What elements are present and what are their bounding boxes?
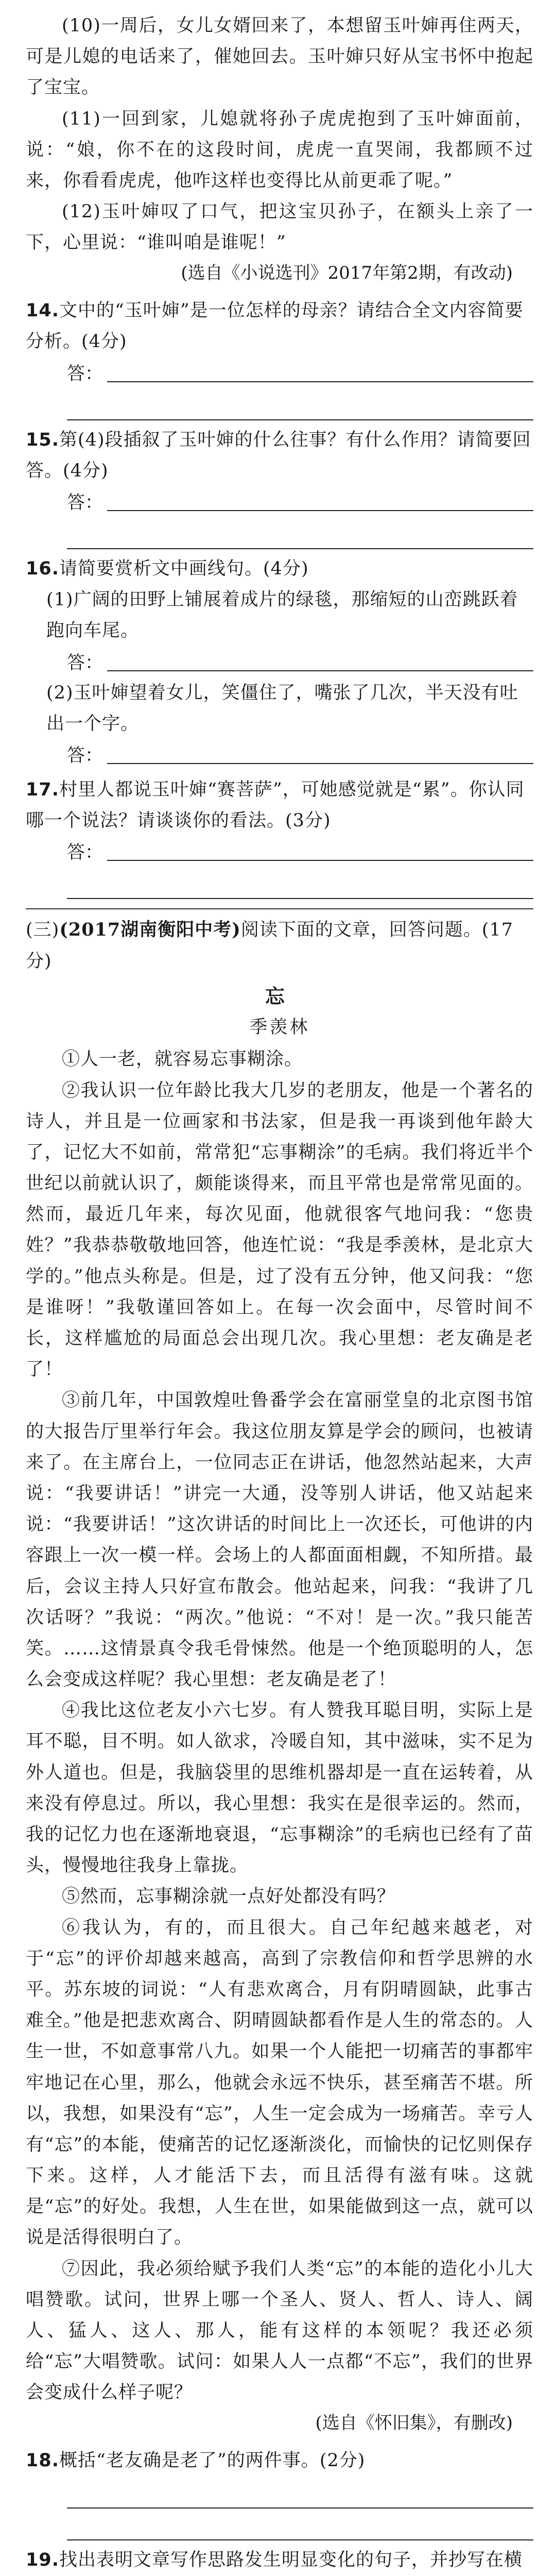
question-number: 17. [26, 779, 60, 800]
answer-line[interactable] [26, 358, 533, 388]
section-3-instruction: 阅读下面的文章，回答问题。(17分) [26, 920, 514, 972]
sub-question-1: (1)广阔的田野上铺展着成片的绿毯，那缩短的山峦跳跃着跑向车尾。 [46, 589, 518, 641]
answer-blank-line[interactable] [67, 2477, 533, 2509]
article-paragraph-1: ①人一老，就容易忘事糊涂。 [62, 1049, 303, 1070]
question-text: 村里人都说玉叶婶“赛菩萨”，可她感觉就是“累”。你认同哪一个说法？请谈谈你的看法。 [26, 779, 525, 832]
question-number: 16. [26, 558, 60, 580]
question-points: (4分) [63, 460, 109, 481]
question-text: 请简要赏析文中画线句。 [59, 558, 264, 580]
section-divider [26, 908, 533, 909]
answer-blank-line[interactable] [67, 388, 533, 420]
article-title: 忘 [265, 984, 294, 1008]
question-number: 15. [26, 429, 60, 450]
answer-line[interactable] [26, 486, 533, 517]
article-paragraph-7: ⑦因此，我必须给赋予我们人类“忘”的本能的造化小儿大唱赞歌。试问，世界上哪一个圣人、贤人、哲人、诗人、阔人、猛人、这人、那人，能有这样的本领呢？我还必须给“忘”大唱赞歌。试问：如果人人一点都“不忘”，我们的世界会变成什么样子呢？ [26, 2258, 533, 2403]
article-source: (选自《怀旧集》，有删改) [315, 2412, 513, 2433]
answer-line[interactable] [26, 739, 533, 770]
question-15 [26, 425, 533, 486]
question-14 [26, 295, 533, 357]
article-paragraph-4: ④我比这位老友小六七岁。有人赞我耳聪目明，实际上是耳不聪，目不明。如人欲求，冷暖自知，其中滋味，实不足为外人道也。但是，我脑袋里的思维机器却是一直在运转着，从来没有停息过。所以，我心里想：我实在是很幸运的。然而，我的记忆力也在逐渐地衰退，“忘事糊涂”的毛病也已经有了苗头，慢慢地往我身上靠拢。 [26, 1700, 533, 1876]
answer-label: 答： [67, 652, 103, 673]
question-points: (3分) [285, 810, 331, 832]
answer-line[interactable] [26, 836, 533, 867]
passage-source: (选自《小说选刊》2017年第2期，有改动) [181, 262, 513, 283]
answer-rule [107, 381, 533, 382]
answer-label: 答： [67, 745, 103, 766]
question-number: 18. [26, 2450, 60, 2471]
article-paragraph-6: ⑥我认为，有的，而且很大。自己年纪越来越老，对于“忘”的评价却越来越高，高到了宗教信仰和哲学思辨的水平。苏东坡的词说：“人有悲欢离合，月有阴晴圆缺，此事古难全。”他是把悲欢离合、阴晴圆缺都看作是人生的常态的。人生一世，不如意事常八九。如果一个人能把一切痛苦的事都牢牢地记在心里，那么，他就会永远不快乐，甚至痛苦不堪。所以，我想，如果没有“忘”，人生一定会成为一场痛苦。幸亏人有“忘”的本能，使痛苦的记忆逐渐淡化，而愉快的记忆则保存下来。这样，人才能活下去，而且活得有滋有味。这就是“忘”的好处。我想，人生在世，如果能做到这一点，就可以说是活得很明白了。 [26, 1917, 533, 2248]
answer-rule [107, 860, 533, 861]
answer-rule [107, 670, 533, 671]
question-17 [26, 774, 533, 836]
question-number: 19. [26, 2549, 60, 2570]
question-points: (2分) [319, 2450, 366, 2471]
section-3-prefix: (三) [26, 920, 60, 941]
question-16 [26, 553, 533, 584]
question-text: 概括“老友确是老了”的两件事。 [59, 2450, 320, 2471]
answer-label: 答： [67, 363, 103, 384]
answer-rule [107, 763, 533, 764]
question-number: 14. [26, 300, 60, 321]
passage-paragraph-12: (12)玉叶婶叹了口气，把这宝贝孙子，在额头上亲了一下，心里说：“谁叫咱是谁呢！” [26, 201, 533, 253]
passage-paragraph-11: (11)一回到家，儿媳就将孙子虎虎抱到了玉叶婶面前，说：“娘，你不在的这段时间，虎虎一直哭闹，我都顾不过来，你看看虎虎，他咋这样也变得比从前更乖了呢。” [26, 108, 533, 191]
article-paragraph-5: ⑤然而，忘事糊涂就一点好处都没有吗？ [62, 1886, 396, 1907]
answer-blank-line[interactable] [67, 2509, 533, 2540]
question-18 [26, 2445, 533, 2476]
question-text: 文中的“玉叶婶”是一位怎样的母亲？请结合全文内容简要分析。 [26, 300, 524, 352]
question-text: 第(4)段插叙了玉叶婶的什么往事？有什么作用？请简要回答。 [26, 429, 531, 481]
article-author: 季羡林 [249, 1017, 310, 1038]
sub-question-2: (2)玉叶婶望着女儿，笑僵住了，嘴张了几次，半天没有吐出一个字。 [46, 682, 518, 734]
question-19 [26, 2545, 533, 2576]
question-points: (4分) [81, 331, 127, 352]
section-3-source: (2017湖南衡阳中考) [59, 919, 241, 941]
answer-label: 答： [67, 493, 103, 514]
question-text: 找出表明文章写作思路发生明显变化的句子，并抄写在横 [59, 2549, 523, 2570]
answer-blank-line[interactable] [67, 517, 533, 549]
answer-rule [107, 510, 533, 511]
passage-paragraph-10: (10)一周后，女儿女婿回来了，本想留玉叶婶再住两天，可是儿媳的电话来了，催她回去。玉叶婶只好从宝书怀中抱起了宝宝。 [26, 15, 533, 98]
section-3-heading [26, 914, 533, 976]
article-paragraph-2: ②我认识一位年龄比我大几岁的老朋友，他是一个著名的诗人，并且是一位画家和书法家，但是我一再谈到他年龄大了，记忆大不如前，常常犯“忘事糊涂”的毛病。我们将近半个世纪以前就认识了，颇能谈得来，而且平常也是常常见面的。然而，最近几年来，每次见面，他就很客气地问我：“您贵姓？”我恭恭敬敬地回答，他连忙说：“我是季羡林，是北京大学的。”他点头称是。但是，过了没有五分钟，他又问我：“您是谁呀！”我敬谨回答如上。在每一次会面中，尽管时间不长，这样尴尬的局面总会出现几次。我心里想：老友确是老了！ [26, 1080, 533, 1380]
answer-blank-line[interactable] [67, 867, 533, 899]
question-points: (4分) [263, 558, 309, 580]
answer-line[interactable] [26, 647, 533, 677]
article-paragraph-3: ③前几年，中国敦煌吐鲁番学会在富丽堂皇的北京图书馆的大报告厅里举行年会。我这位朋友算是学会的顾问，也被请来了。在主席台上，一位同志正在讲话，他忽然站起来，大声说：“我要讲话！”讲完一大通，没等别人讲话，他又站起来说：“我要讲话！”这次讲话的时间比上一次还长，可他讲的内容跟上一次一模一样。会场上的人都面面相觑，不知所措。最后，会议主持人只好宣布散会。他站起来，问我：“我讲了几次话呀？”我说：“两次。”他说：“不对！是一次。”我只能苦笑。……这情景真令我毛骨悚然。他是一个绝顶聪明的人，怎么会变成这样呢？我心里想：老友确是老了！ [26, 1390, 533, 1690]
answer-label: 答： [67, 842, 103, 863]
